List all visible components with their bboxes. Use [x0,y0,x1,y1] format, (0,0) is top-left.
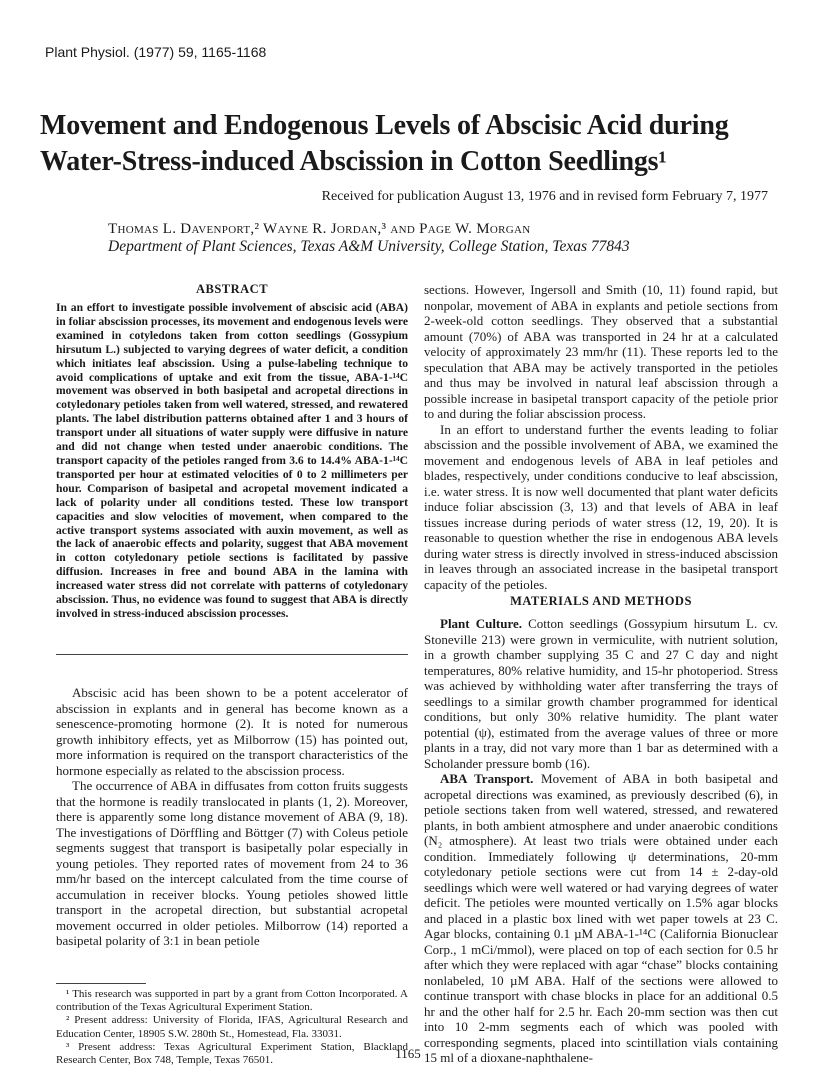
methods-column [424,616,778,1066]
author-list: Thomas L. Davenport,² Wayne R. Jordan,³ and Page W. Morgan [108,221,531,237]
journal-reference: Plant Physiol. (1977) 59, 1165-1168 [45,44,267,60]
paper-title [40,108,780,180]
abstract-heading: ABSTRACT [195,282,269,296]
footnote-3: ³ Present address: Texas Agricultural Experiment Station, Blackland Research Center, Box 748, Temple, Texas 76501. [56,1040,408,1067]
introduction-right-column [424,282,778,592]
methods-heading: MATERIALS AND METHODS [510,594,692,608]
title-line-1: Movement and Endogenous Levels of Abscisic Acid during [40,110,729,141]
aba-transport-text: Movement of ABA in both basipetal and acropetal directions was examined, as previously described (6), in petiole sections taken from well watered, stressed, and rewatered plants, in both ambient atmosphere and under anaerobic conditions (N₂ atmosphere). At least two trials were obtained under each condition. Immediately following ψ determinations, 20-mm cotyledonary petiole sections were cut from 14 ± 2-day-old seedlings which were well watered or had varying degrees of water deficit. The petioles were mounted vertically on 1.5% agar blocks and placed in a plastic box lined with wet paper towels at 23 C. Agar blocks, containing 0.1 µM ABA-1-¹⁴C (California Bionuclear Corp., 1 mCi/mmol), were placed on top of each section for 0.5 hr after which they were replaced with agar “chase” blocks containing nonlabeled, 10 µM ABA. Half of the sections were allowed to continue transport with chase blocks in place for an additional 0.5 hr and the other half for 2.5 hr. Each 20-mm section was then cut into 10 2-mm segments each of which was pooled with corresponding segments, placed into scintillation vials containing 15 ml of a dioxane-naphthalene- [424,771,778,1065]
aba-transport-heading: ABA Transport. [440,771,534,786]
plant-culture-paragraph [424,616,778,771]
affiliation: Department of Plant Sciences, Texas A&M University, College Station, Texas 77843 [108,238,630,255]
received-date: Received for publication August 13, 1976 and in revised form February 7, 1977 [321,189,768,204]
footnote-2: ² Present address: University of Florida, IFAS, Agricultural Research and Education Center, 18905 S.W. 280th St., Homestead, Fla. 33031. [56,1014,408,1040]
page-number: 1165 [395,1046,421,1061]
footnote-divider [56,983,146,984]
abstract-text: In an effort to investigate possible involvement of abscisic acid (ABA) in foliar abscission processes, its movement and endogenous levels were examined in cotyledons taken from cotton seedlings (Gossypium hirsutum L.) subjected to varying degrees of water deficit, a condition which initiates leaf abscission. Using a pulse-labeling technique to avoid complications of uptake and exit from the tissue, ABA-1-¹⁴C movement was observed in both basipetal and acropetal directions in cotyledonary petioles taken from well watered, stressed, and rewatered plants. The label distribution patterns obtained after 1 and 3 hours of transport under all situations of water supply were diffusive in nature and did not change when tested under anaerobic conditions. The transport capacity of the petioles ranged from 3.6 to 14.4% ABA-1-¹⁴C transported per hour at estimated velocities of 0 to 2 millimeters per hour. Comparison of basipetal and acropetal movement indicated a lack of polarity under all conditions tested. These low transport capacities and slow velocities of movement, when compared to the active transport systems associated with auxin movement, as well as the lack of anaerobic effects and polarity, suggest that ABA movement in cotton cotyledonary petiole sections is facilitated by passive diffusion. Increases in free and bound ABA in the lamina with increased water stress did not correlate with patterns of cotyledonary abscission. Thus, no evidence was found to suggest that ABA is directly involved in stress-induced abscission processes. [56,301,408,620]
intro-paragraph-4: In an effort to understand further the events leading to foliar abscission and the possible involvement of ABA, we examined the movement and endogenous levels of ABA in leaf petioles and blades, respectively, under conditions conducive to leaf abscission, i.e. water stress. It is now well documented that plant water deficits induce foliar abscission (3, 13) and that levels of ABA in leaf tissues increase during periods of water stress (12, 19, 20). It is reasonable to question whether the rise in endogenous ABA levels during water stress is directly involved in stress-induced abscission in leaves through an associated increase in the basipetal transport capacity of the petioles. [424,421,778,592]
intro-paragraph-2: The occurrence of ABA in diffusates from cotton fruits suggests that the hormone is readily translocated in plants (1, 2). Moreover, there is apparently some long distance movement of ABA (9, 18). The investigations of Dörffling and Böttger (7) with Coleus petiole segments suggest that transport is basipetally polar especially in young petioles. They reported rates of movement from 24 to 36 mm/hr based on the intercept calculated from the time course of accumulation in receiver blocks. Young petioles showed little transport in the acropetal direction, but substantial acropetal movement occurred in older petioles. Milborrow (14) reported a basipetal polarity of 3:1 in bean petiole [56,778,408,948]
introduction-left-column [56,685,408,949]
aba-transport-paragraph [424,771,778,1066]
footnote-1: ¹ This research was supported in part by a grant from Cotton Incorporated. A contribution of the Texas Agricultural Experiment Station. [56,988,408,1014]
intro-paragraph-1: Abscisic acid has been shown to be a potent accelerator of abscission in explants and in general has become known as a senescence-promoting hormone (2). It is noted for numerous growth inhibitory effects, yet as Milborrow (15) has pointed out, more information is required on the transport characteristics of the hormone especially as related to the abscission process. [56,685,408,778]
intro-paragraph-3: sections. However, Ingersoll and Smith (10, 11) found rapid, but nonpolar, movement of ABA in explants and petiole sections from 2-week-old cotton seedlings. They observed that a substantial amount (70%) of ABA was transported in 24 hr at a calculated velocity of approximately 23 mm/hr (11). These reports led to the speculation that ABA may be actively transported in the petioles and thus may be involved in natural leaf abscission through a possible increase in basipetal transport capacity of the petiole prior to and during the foliar abscission process. [424,282,778,421]
plant-culture-text: Cotton seedlings (Gossypium hirsutum L. cv. Stoneville 213) were grown in vermiculite, with nutrient solution, in a growth chamber supplying 35 C and 27 C day and night temperatures, 80% relative humidity, and 15-hr photoperiod. Stress was achieved by withholding water after transferring the trays of seedlings to a similar growth chamber programmed for identical conditions, but only 30% relative humidity. The plant water potential (ψ), estimated from the average values of three or more plants in a tray, did not vary more than 1 bar as determined with a Scholander pressure bomb (16). [424,616,778,771]
plant-culture-heading: Plant Culture. [440,616,523,631]
title-line-2: Water-Stress-induced Abscission in Cotton Seedlings¹ [40,146,667,177]
abstract-divider [56,654,408,655]
